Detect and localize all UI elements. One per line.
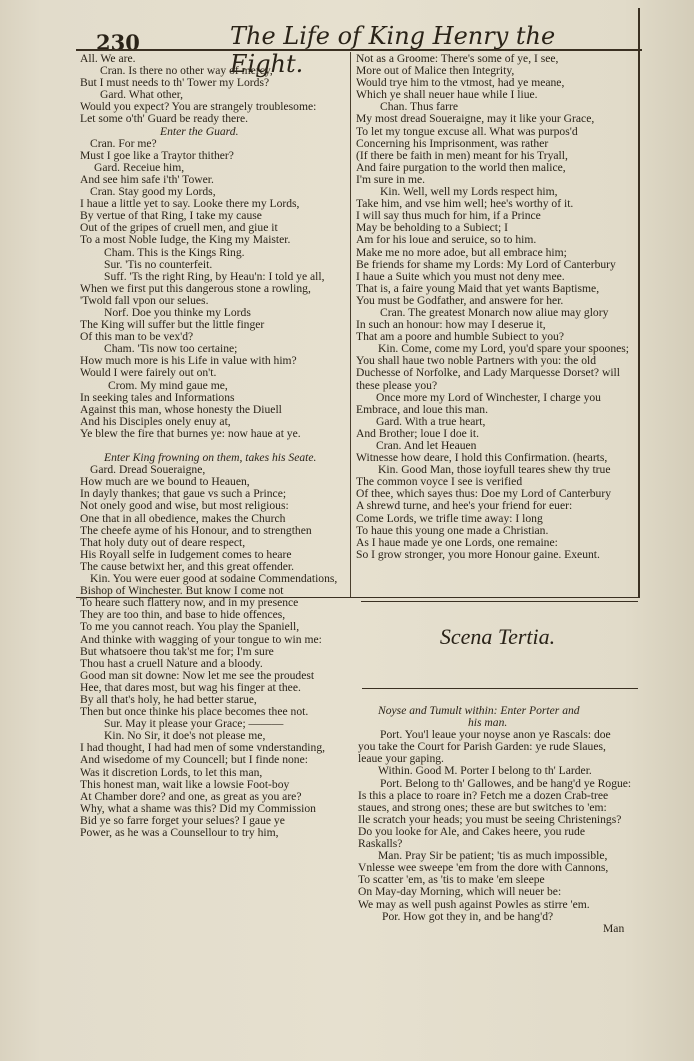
header-rule bbox=[76, 49, 642, 51]
text-line: How much are we bound to Heauen, bbox=[80, 475, 250, 489]
text-line: One that in all obedience, makes the Church bbox=[80, 511, 286, 525]
text-line: By all that's holy, he had better starue, bbox=[80, 692, 257, 706]
text-line: Bishop of Winchester. But know I come not bbox=[80, 584, 284, 598]
text-line: More out of Malice then Integrity, bbox=[356, 64, 515, 78]
text-line: Port. You'l leaue your noyse anon ye Rascals: doe bbox=[380, 728, 611, 742]
text-line: Sur. May it please your Grace; ——— bbox=[104, 717, 284, 731]
text-line: staues, and strong ones; these are but switches to 'em: bbox=[358, 800, 607, 814]
text-line: Embrace, and loue this man. bbox=[356, 402, 488, 416]
text-line: And thinke with wagging of your tongue to win me: bbox=[80, 632, 322, 646]
right-text-column-continued bbox=[358, 705, 640, 935]
text-line: Kin. Well, well my Lords respect him, bbox=[380, 185, 558, 199]
text-line: Cran. For me? bbox=[90, 136, 157, 150]
text-line: Norf. Doe you thinke my Lords bbox=[104, 305, 251, 319]
text-line: Kin. You were euer good at sodaine Commendations, bbox=[90, 572, 338, 586]
text-line: these please you? bbox=[356, 378, 438, 392]
text-line: Cran. Stay good my Lords, bbox=[90, 185, 216, 199]
text-line: To let my tongue excuse all. What was purpos'd bbox=[356, 124, 578, 138]
text-line: Would I were fairely out on't. bbox=[80, 366, 217, 380]
text-line: Would you expect? You are strangely troublesome: bbox=[80, 100, 317, 114]
text-line: A shrewd turne, and hee's your friend for euer: bbox=[356, 499, 573, 513]
text-line: How much more is his Life in value with him? bbox=[80, 354, 297, 368]
text-line: Concerning his Imprisonment, was rather bbox=[356, 136, 549, 150]
text-line: Vnlesse wee sweepe 'em from the dore with Cannons, bbox=[358, 861, 609, 875]
text-line: Hee, that dares most, but wag his finger at thee. bbox=[80, 680, 301, 694]
text-line: His Royall selfe in Iudgement comes to heare bbox=[80, 547, 292, 561]
text-line: Not as a Groome: There's some of ye, I see, bbox=[356, 52, 559, 65]
footer-rule bbox=[76, 597, 638, 598]
text-line: Once more my Lord of Winchester, I charge you bbox=[376, 390, 601, 404]
text-line: Witnesse how deare, I hold this Confirmation. (hearts, bbox=[356, 451, 608, 465]
text-line: In such an honour: how may I deserue it, bbox=[356, 318, 546, 332]
text-line: I will say thus much for him, if a Prince bbox=[356, 209, 541, 223]
text-line: Thou hast a cruell Nature and a bloody. bbox=[80, 656, 263, 670]
show-through-text bbox=[648, 250, 694, 670]
text-line: Port. Belong to th' Gallowes, and be hang'd ye Rogue: bbox=[380, 776, 632, 790]
text-line: Kin. No Sir, it doe's not please me, bbox=[104, 729, 266, 743]
text-line: All. We are. bbox=[80, 52, 136, 65]
text-line: Chan. Thus farre bbox=[380, 100, 459, 114]
text-line: Suff. 'Ts the right Ring, by Heau'n: I told ye all, bbox=[104, 269, 325, 283]
text-line: Crom. My mind gaue me, bbox=[108, 378, 228, 392]
text-line: Kin. Come, come my Lord, you'd spare your spoones; bbox=[378, 342, 629, 356]
text-line: Good man sit downe: Now let me see the proudest bbox=[80, 668, 315, 682]
text-line: leaue your gaping. bbox=[358, 752, 444, 766]
text-line: Am for his loue and seruice, so to him. bbox=[356, 233, 537, 247]
text-line: Power, as he was a Counsellour to try him, bbox=[80, 826, 279, 839]
text-line: On May-day Morning, which will neuer be: bbox=[358, 885, 562, 899]
text-line: You must be Godfather, and answere for her. bbox=[356, 293, 564, 307]
text-line: Which ye shall neuer haue while I liue. bbox=[356, 88, 538, 102]
text-line: Is this a place to roare in? Fetch me a dozen Crab-tree bbox=[358, 788, 609, 802]
text-line: Gard. With a true heart, bbox=[376, 414, 486, 428]
text-line: Then but once thinke his place becomes thee not. bbox=[80, 705, 309, 719]
text-line: The common voyce I see is verified bbox=[356, 475, 523, 489]
text-line: That am a poore and humble Subiect to you? bbox=[356, 330, 564, 344]
text-line: Bid ye so farre forget your selues? I gaue ye bbox=[80, 813, 285, 827]
text-line: To haue this young one made a Christian. bbox=[356, 523, 549, 537]
text-line: And see him safe i'th' Tower. bbox=[80, 172, 214, 186]
text-line: Cran. And let Heauen bbox=[376, 439, 477, 452]
text-line: Raskalls? bbox=[358, 837, 403, 851]
text-line: I had thought, I had had men of some vnderstanding, bbox=[80, 741, 326, 755]
text-line: Duchesse of Norfolke, and Lady Marquesse Dorset? will bbox=[356, 366, 621, 380]
right-border-rule bbox=[638, 8, 640, 598]
text-line: Enter King frowning on them, takes his Seate. bbox=[104, 451, 317, 465]
text-line: I haue a little yet to say. Looke there my Lords, bbox=[80, 197, 300, 211]
text-line: Be friends for shame my Lords: My Lord of Canterbury bbox=[356, 257, 616, 271]
text-line: Of this man to be vex'd? bbox=[80, 330, 194, 344]
text-line: The cause betwixt her, and this great offender. bbox=[80, 559, 295, 573]
text-line: Gard. Receiue him, bbox=[94, 160, 185, 174]
text-line: That holy duty out of deare respect, bbox=[80, 535, 246, 549]
text-line: Would trye him to the vtmost, had ye meane, bbox=[356, 76, 565, 90]
text-line: At Chamber dore? and one, as great as you are? bbox=[80, 789, 302, 803]
text-line: In seeking tales and Informations bbox=[80, 390, 235, 404]
text-line: To scatter 'em, as 'tis to make 'em sleepe bbox=[358, 873, 545, 887]
text-line: Cran. The greatest Monarch now aliue may glory bbox=[380, 305, 609, 319]
text-line: But I must needs to th' Tower my Lords? bbox=[80, 76, 270, 90]
text-line: Cham. 'Tis now too certaine; bbox=[104, 342, 238, 356]
text-line: We may as well push against Powles as stirre 'em. bbox=[358, 897, 590, 911]
text-line: To a most Noble Iudge, the King my Maister. bbox=[80, 233, 291, 247]
text-line: Gard. What other, bbox=[100, 88, 184, 102]
text-line: Of thee, which sayes thus: Doe my Lord of Canterbury bbox=[356, 487, 612, 501]
text-line: Let some o'th' Guard be ready there. bbox=[80, 112, 249, 126]
text-line: Why, what a shame was this? Did my Commission bbox=[80, 801, 316, 815]
text-line: Kin. Good Man, those ioyfull teares shew thy true bbox=[378, 463, 611, 477]
scene-rule-top bbox=[361, 601, 638, 602]
text-line: May be beholding to a Subiect; I bbox=[356, 221, 508, 235]
scene-heading: Scena Tertia. bbox=[439, 624, 556, 649]
text-line: The King will suffer but the little finger bbox=[80, 318, 265, 332]
text-line: So I grow stronger, you more Honour gaine. Exeunt. bbox=[356, 547, 600, 561]
text-line: Man. Pray Sir be patient; 'tis as much impossible, bbox=[378, 849, 608, 863]
text-line: Take him, and vse him well; hee's worthy of it. bbox=[356, 197, 574, 211]
text-line: By vertue of that Ring, I take my cause bbox=[80, 209, 262, 223]
text-line: And Brother; loue I doe it. bbox=[356, 426, 479, 440]
text-line: Not onely good and wise, but most religious: bbox=[80, 499, 289, 513]
text-line: Sur. 'Tis no counterfeit. bbox=[104, 257, 213, 271]
text-line: I'm sure in me. bbox=[356, 172, 426, 186]
text-line: Do you looke for Ale, and Cakes heere, you rude bbox=[358, 824, 585, 838]
page-number: 230 bbox=[96, 30, 140, 55]
text-line: Was it discretion Lords, to let this man, bbox=[80, 765, 263, 779]
text-line: And wisedome of my Councell; but I finde none: bbox=[80, 753, 308, 767]
text-line: That is, a faire young Maid that yet wants Baptisme, bbox=[356, 281, 600, 295]
text-line: The cheefe ayme of his Honour, and to strengthen bbox=[80, 523, 312, 537]
text-line: You shall haue two noble Partners with you: the old bbox=[356, 354, 597, 368]
text-line: Make me no more adoe, but all embrace him; bbox=[356, 245, 567, 259]
text-line: Ile scratch your heads; you must be seeing Christenings? bbox=[358, 812, 622, 826]
running-title: The Life of King Henry the Eight. bbox=[230, 22, 556, 78]
text-line: Ye blew the fire that burnes ye: now haue at ye. bbox=[80, 426, 301, 440]
text-line: Within. Good M. Porter I belong to th' Larder. bbox=[378, 764, 592, 778]
text-line: This honest man, wait like a lowsie Foot-boy bbox=[80, 777, 290, 791]
text-line: To me you cannot reach. You play the Spaniell, bbox=[80, 620, 300, 634]
text-line: Noyse and Tumult within: Enter Porter and bbox=[378, 704, 580, 717]
right-text-column bbox=[356, 53, 638, 561]
left-text-column bbox=[80, 53, 348, 839]
text-line: To heare such flattery now, and in my presence bbox=[80, 596, 299, 610]
text-line: When we first put this dangerous stone a rowling, bbox=[80, 281, 311, 295]
text-line: Cham. This is the Kings Ring. bbox=[104, 245, 245, 259]
text-line: Enter the Guard. bbox=[160, 124, 239, 138]
text-line: And his Disciples onely enuy at, bbox=[80, 414, 231, 428]
text-line: Por. How got they in, and be hang'd? bbox=[382, 909, 554, 923]
scene-rule-bottom bbox=[362, 688, 638, 689]
text-line: Come Lords, we trifle time away: I long bbox=[356, 511, 543, 525]
text-line: 'Twold fall vpon our selues. bbox=[80, 293, 209, 307]
text-line: Out of the gripes of cruell men, and giue it bbox=[80, 221, 278, 235]
text-line: Man bbox=[603, 921, 625, 935]
text-line: (If there be faith in men) meant for his Tryall, bbox=[356, 148, 568, 162]
column-divider bbox=[350, 52, 351, 597]
text-line: you take the Court for Parish Garden: ye rude Slaues, bbox=[358, 740, 606, 754]
text-line: Cran. Is there no other way of mercy, bbox=[100, 64, 273, 78]
text-line: Must I goe like a Traytor thither? bbox=[80, 148, 234, 162]
text-line: And faire purgation to the world then malice, bbox=[356, 160, 566, 174]
text-line: They are too thin, and base to hide offences, bbox=[80, 608, 286, 622]
text-line: Against this man, whose honesty the Diuell bbox=[80, 402, 282, 416]
text-line: In dayly thankes; that gaue vs such a Prince; bbox=[80, 487, 287, 501]
text-line: As I haue made ye one Lords, one remaine: bbox=[356, 535, 558, 549]
text-line: But whatsoere thou tak'st me for; I'm sure bbox=[80, 644, 274, 658]
text-line: his man. bbox=[468, 716, 508, 730]
text-line: Gard. Dread Soueraigne, bbox=[90, 463, 206, 477]
text-line: My most dread Soueraigne, may it like your Grace, bbox=[356, 112, 595, 126]
text-line: I haue a Suite which you must not deny mee. bbox=[356, 269, 565, 283]
